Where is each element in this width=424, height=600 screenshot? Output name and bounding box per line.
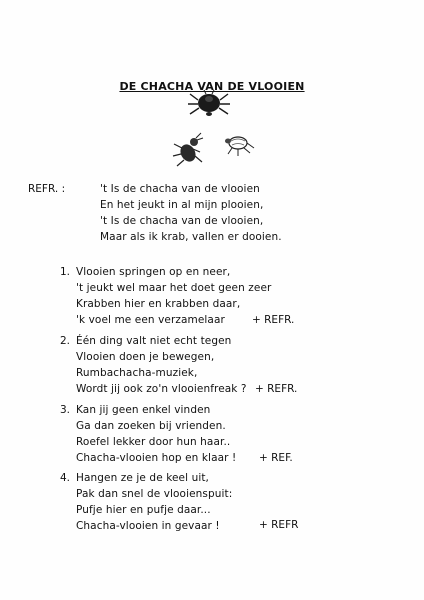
refrain-reference: + REFR [259,519,299,531]
verse-line: 'k voel me een verzamelaar [76,314,225,326]
refrain-label: REFR. : [28,183,66,195]
verse-line: Pufje hier en pufje daar... [76,504,211,516]
refrain-line: En het jeukt in al mijn plooien, [100,199,264,211]
refrain-reference: + REF. [259,452,293,464]
refrain-line: 't Is de chacha van de vlooien, [100,215,264,227]
song-title-text: DE CHACHA VAN DE VLOOIEN [119,80,305,93]
verse-line: 't jeukt wel maar het doet geen zeer [76,282,272,294]
verse-line: Krabben hier en krabben daar, [76,298,241,310]
verse-line: Vlooien springen op en neer, [76,266,231,278]
flea-icon [225,137,254,156]
verse-line: Hangen ze je de keel uit, [76,472,209,484]
verse-line: Kan jij geen enkel vinden [76,404,211,416]
verse-line: Chacha-vlooien hop en klaar ! [76,452,237,464]
refrain-reference: + REFR. [255,383,298,395]
verse-line: Vlooien doen je bewegen, [76,351,215,363]
refrain-line: Maar als ik krab, vallen er dooien. [100,231,282,243]
tick-icon [188,90,230,116]
verse-line: Één ding valt niet echt tegen [76,335,232,347]
verse-line: Ga dan zoeken bij vrienden. [76,420,226,432]
verse-line: Wordt jij ook zo'n vlooienfreak ? [76,383,247,395]
verse-line: Rumbachacha-muziek, [76,367,198,379]
verse-number: 2. [60,335,71,347]
verse-line: Chacha-vlooien in gevaar ! [76,520,220,532]
refrain-line: 't Is de chacha van de vlooien [100,183,260,195]
verse-line: Pak dan snel de vlooienspuit: [76,488,233,500]
flea-illustration [168,90,268,170]
verse-line: Roefel lekker door hun haar.. [76,436,231,448]
verse-number: 3. [60,404,71,416]
verse-number: 1. [60,266,71,278]
louse-icon [173,133,203,166]
verse-number: 4. [60,472,71,484]
refrain-reference: + REFR. [252,314,295,326]
